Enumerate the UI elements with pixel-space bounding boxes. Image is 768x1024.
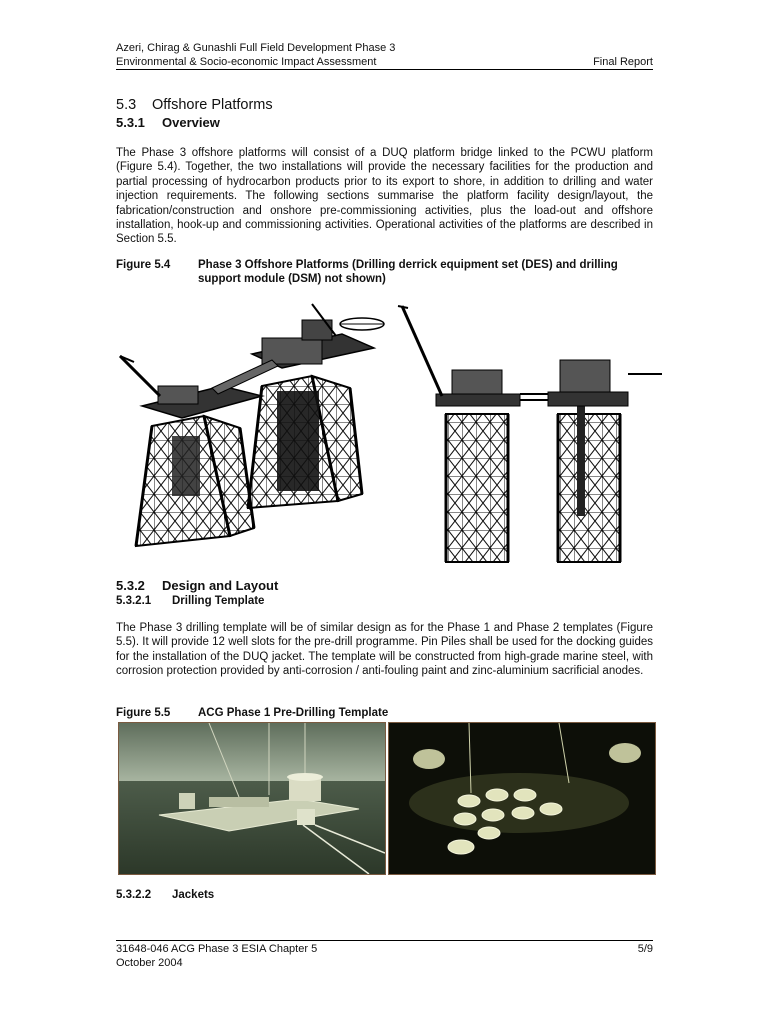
iso-right-jacket xyxy=(248,376,362,508)
overview-paragraph: The Phase 3 offshore platforms will consist of a DUQ platform bridge linked to the PCWU platform (Figure 5.4). Together, the two installations will provide the necessary facilities for the production and partial processing of hydrocarbon products prior to its export to shore, in addition to drilling and water injection requirements. The following sections summarise the platform facility design/layout, the fabrication/construction and onshore pre-commissioning activities, plus the load-out and offshore installation, hook-up and commissioning activities. Operational activities of the platforms are described in Section 5.5. xyxy=(116,147,653,246)
section-heading xyxy=(116,97,273,113)
figure-5-5-label: Figure 5.5 xyxy=(116,707,171,719)
elev-left-jacket xyxy=(446,414,508,562)
offshore-platforms-drawing xyxy=(112,296,668,568)
page-header xyxy=(116,41,653,69)
overview-heading xyxy=(116,115,220,130)
design-title: Design and Layout xyxy=(162,578,279,593)
section-title: Offshore Platforms xyxy=(152,97,273,113)
overview-number: 5.3.1 xyxy=(116,115,145,130)
overview-title: Overview xyxy=(162,115,220,130)
template-at-sea-photo xyxy=(118,722,386,875)
drilling-template-number: 5.3.2.1 xyxy=(116,595,152,607)
drilling-template-paragraph: The Phase 3 drilling template will be of similar design as for the Phase 1 and Phase 2 templates (Figure 5.5). It will provide 12 well slots for the pre-drill programme. Pin Piles shall be used for the docking guides for the installation of the DUQ jacket. The template will be constructed from high-grade marine steel, with corrosion protection provided by anti-corrosion / anti-fouling paint and zinc-aluminium sacrificial anodes. xyxy=(116,622,653,678)
footer-date: October 2004 xyxy=(116,957,183,969)
elev-right-jacket xyxy=(558,392,620,562)
elev-topsides xyxy=(398,306,662,406)
figure-5-4-caption-text: Phase 3 Offshore Platforms (Drilling derrick equipment set (DES) and drilling support module (DSM) not shown) xyxy=(198,259,618,286)
jackets-number: 5.3.2.2 xyxy=(116,889,152,901)
jackets-heading xyxy=(116,889,214,901)
section-number: 5.3 xyxy=(116,97,137,113)
drilling-template-heading xyxy=(116,595,264,607)
footer-doc-ref: 31648-046 ACG Phase 3 ESIA Chapter 5 xyxy=(116,943,318,955)
drilling-template-title: Drilling Template xyxy=(172,595,265,607)
footer-page-number: 5/9 xyxy=(637,943,653,955)
design-heading xyxy=(116,578,278,593)
header-assessment-title: Environmental & Socio-economic Impact Assessment xyxy=(116,56,377,68)
figure-5-5-caption-text: ACG Phase 1 Pre-Drilling Template xyxy=(198,707,389,719)
design-number: 5.3.2 xyxy=(116,578,145,593)
subsea-template-photo xyxy=(388,722,656,875)
footer-divider xyxy=(116,940,653,941)
header-project-title: Azeri, Chirag & Gunashli Full Field Development Phase 3 xyxy=(116,42,396,54)
iso-left-jacket xyxy=(136,416,254,546)
jackets-title: Jackets xyxy=(172,889,215,901)
figure-5-4-label: Figure 5.4 xyxy=(116,259,171,271)
header-report-type: Final Report xyxy=(593,56,653,68)
page-footer xyxy=(116,942,653,970)
header-divider xyxy=(116,69,653,70)
